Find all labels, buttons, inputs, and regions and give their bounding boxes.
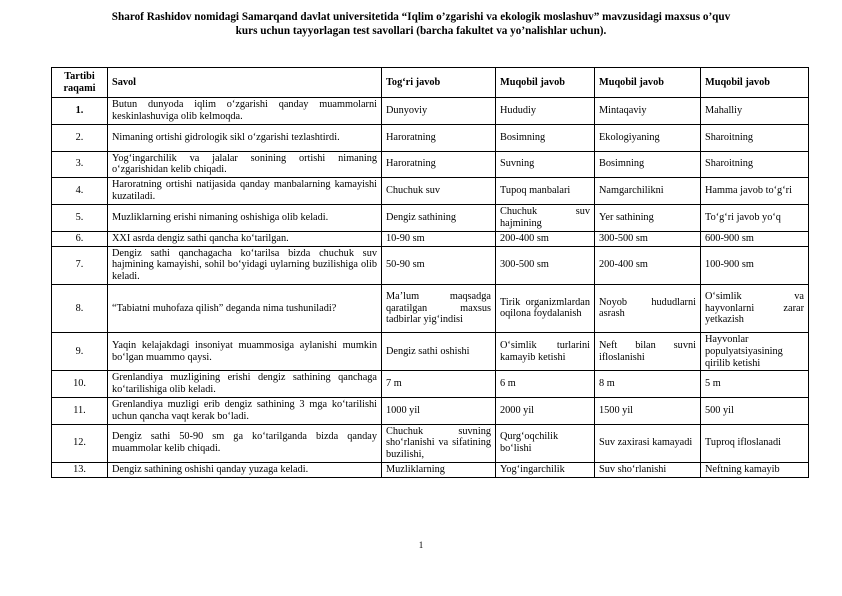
row-number: 8. <box>52 284 108 332</box>
alternative-answer-cell: 1500 yil <box>595 397 701 424</box>
alternative-answer-cell: Tuproq ifloslanadi <box>701 424 809 462</box>
table-row <box>52 332 809 370</box>
alternative-answer-cell: Namgarchilikni <box>595 178 701 205</box>
question-cell: XXI asrda dengiz sathi qancha ko‘tarilgan. <box>108 231 382 246</box>
table-row <box>52 204 809 231</box>
table-row <box>52 98 809 125</box>
question-cell: Muzliklarning erishi nimaning oshishiga olib keladi. <box>108 204 382 231</box>
alternative-answer-cell: Suv sho‘rlanishi <box>595 462 701 477</box>
document-title <box>40 10 802 38</box>
alternative-answer-cell: Tirik organizmlardan oqilona foydalanish <box>496 284 595 332</box>
row-number: 10. <box>52 371 108 398</box>
alternative-answer-cell: 5 m <box>701 371 809 398</box>
alternative-answer-cell: 2000 yil <box>496 397 595 424</box>
question-cell: Yaqin kelajakdagi insoniyat muammosiga aylanishi mumkin bo‘lgan muammo qaysi. <box>108 332 382 370</box>
alternative-answer-cell: 6 m <box>496 371 595 398</box>
alternative-answer-cell: 300-500 sm <box>595 231 701 246</box>
row-number: 5. <box>52 204 108 231</box>
alternative-answer-cell: Hududiy <box>496 98 595 125</box>
table-row <box>52 424 809 462</box>
question-cell: Grenlandiya muzligining erishi dengiz sathining qanchaga ko‘tarilishiga olib keladi. <box>108 371 382 398</box>
alternative-answer-cell: Noyob hududlarni asrash <box>595 284 701 332</box>
question-cell: Yog‘ingarchilik va jalalar sonining ortishi nimaning o‘zgarishidan kelib chiqadi. <box>108 151 382 178</box>
title-line-2: kurs uchun tayyorlagan test savollari (barcha fakultet va yo’nalishlar uchun). <box>235 25 607 37</box>
header-alternative-2: Muqobil javob <box>595 68 701 98</box>
header-correct-answer: Tog‘ri javob <box>382 68 496 98</box>
header-alternative-1: Muqobil javob <box>496 68 595 98</box>
alternative-answer-cell: O‘simlik va hayvonlarni zarar yetkazish <box>701 284 809 332</box>
correct-answer-cell: Ma’lum maqsadga qaratilgan maxsus tadbirlar yig‘indisi <box>382 284 496 332</box>
correct-answer-cell: Muzliklarning <box>382 462 496 477</box>
alternative-answer-cell: 200-400 sm <box>595 246 701 284</box>
table-row <box>52 151 809 178</box>
question-cell: Dengiz sathi qanchagacha ko‘tarilsa bizda chuchuk suv hajmining kamayishi, sohil bo‘yidagi uylarning buzilishiga olib keladi. <box>108 246 382 284</box>
correct-answer-cell: 1000 yil <box>382 397 496 424</box>
row-number: 11. <box>52 397 108 424</box>
header-question: Savol <box>108 68 382 98</box>
alternative-answer-cell: Hamma javob to‘g‘ri <box>701 178 809 205</box>
correct-answer-cell: Dengiz sathi oshishi <box>382 332 496 370</box>
row-number: 12. <box>52 424 108 462</box>
question-cell: Grenlandiya muzligi erib dengiz sathining 3 mga ko‘tarilishi uchun qancha vaqt kerak bo‘ladi. <box>108 397 382 424</box>
correct-answer-cell: 10-90 sm <box>382 231 496 246</box>
table-row <box>52 462 809 477</box>
alternative-answer-cell: Bosimning <box>496 124 595 151</box>
question-cell: Haroratning ortishi natijasida qanday manbalarning kamayishi kuzatiladi. <box>108 178 382 205</box>
alternative-answer-cell: 500 yil <box>701 397 809 424</box>
correct-answer-cell: Haroratning <box>382 151 496 178</box>
alternative-answer-cell: Qurg‘oqchilik bo‘lishi <box>496 424 595 462</box>
alternative-answer-cell: Mahalliy <box>701 98 809 125</box>
row-number: 2. <box>52 124 108 151</box>
question-cell: Dengiz sathi 50-90 sm ga ko‘tarilganda bizda qanday muammolar kelib chiqadi. <box>108 424 382 462</box>
alternative-answer-cell: Tupoq manbalari <box>496 178 595 205</box>
question-cell: Dengiz sathining oshishi qanday yuzaga keladi. <box>108 462 382 477</box>
test-questions-table <box>51 67 809 478</box>
alternative-answer-cell: Neft bilan suvni ifloslanishi <box>595 332 701 370</box>
header-number: Tartibi raqami <box>52 68 108 98</box>
header-alternative-3: Muqobil javob <box>701 68 809 98</box>
alternative-answer-cell: Sharoitning <box>701 124 809 151</box>
alternative-answer-cell: Neftning kamayib <box>701 462 809 477</box>
row-number: 7. <box>52 246 108 284</box>
table-header-row <box>52 68 809 98</box>
alternative-answer-cell: 600-900 sm <box>701 231 809 246</box>
row-number: 1. <box>52 98 108 125</box>
table-row <box>52 231 809 246</box>
table-body <box>52 98 809 478</box>
correct-answer-cell: Chuchuk suvning sho‘rlanishi va sifatining buzilishi, <box>382 424 496 462</box>
alternative-answer-cell: Chuchuk suv hajmining <box>496 204 595 231</box>
alternative-answer-cell: 200-400 sm <box>496 231 595 246</box>
alternative-answer-cell: 300-500 sm <box>496 246 595 284</box>
alternative-answer-cell: O‘simlik turlarini kamayib ketishi <box>496 332 595 370</box>
row-number: 3. <box>52 151 108 178</box>
question-cell: “Tabiatni muhofaza qilish” deganda nima tushuniladi? <box>108 284 382 332</box>
alternative-answer-cell: 100-900 sm <box>701 246 809 284</box>
correct-answer-cell: Dengiz sathining <box>382 204 496 231</box>
alternative-answer-cell: 8 m <box>595 371 701 398</box>
alternative-answer-cell: Bosimning <box>595 151 701 178</box>
table-row <box>52 284 809 332</box>
alternative-answer-cell: To‘g‘ri javob yo‘q <box>701 204 809 231</box>
row-number: 13. <box>52 462 108 477</box>
correct-answer-cell: 50-90 sm <box>382 246 496 284</box>
correct-answer-cell: Chuchuk suv <box>382 178 496 205</box>
correct-answer-cell: 7 m <box>382 371 496 398</box>
alternative-answer-cell: Sharoitning <box>701 151 809 178</box>
table-row <box>52 246 809 284</box>
alternative-answer-cell: Ekologiyaning <box>595 124 701 151</box>
alternative-answer-cell: Yog‘ingarchilik <box>496 462 595 477</box>
table-row <box>52 124 809 151</box>
alternative-answer-cell: Suvning <box>496 151 595 178</box>
correct-answer-cell: Dunyoviy <box>382 98 496 125</box>
title-line-1: Sharof Rashidov nomidagi Samarqand davlat universitetida “Iqlim o’zgarishi va ekologik moslashuv” mavzusidagi maxsus o’quv <box>111 11 731 23</box>
row-number: 9. <box>52 332 108 370</box>
alternative-answer-cell: Yer sathining <box>595 204 701 231</box>
table-row <box>52 178 809 205</box>
table-row <box>52 371 809 398</box>
alternative-answer-cell: Suv zaxirasi kamayadi <box>595 424 701 462</box>
page-number: 1 <box>418 540 424 550</box>
correct-answer-cell: Haroratning <box>382 124 496 151</box>
row-number: 6. <box>52 231 108 246</box>
question-cell: Nimaning ortishi gidrologik sikl o‘zgarishi tezlashtirdi. <box>108 124 382 151</box>
row-number: 4. <box>52 178 108 205</box>
question-cell: Butun dunyoda iqlim o‘zgarishi qanday muammolarni keskinlashuviga olib kelmoqda. <box>108 98 382 125</box>
table-row <box>52 397 809 424</box>
alternative-answer-cell: Hayvonlar populyatsiyasining qirilib ketishi <box>701 332 809 370</box>
alternative-answer-cell: Mintaqaviy <box>595 98 701 125</box>
